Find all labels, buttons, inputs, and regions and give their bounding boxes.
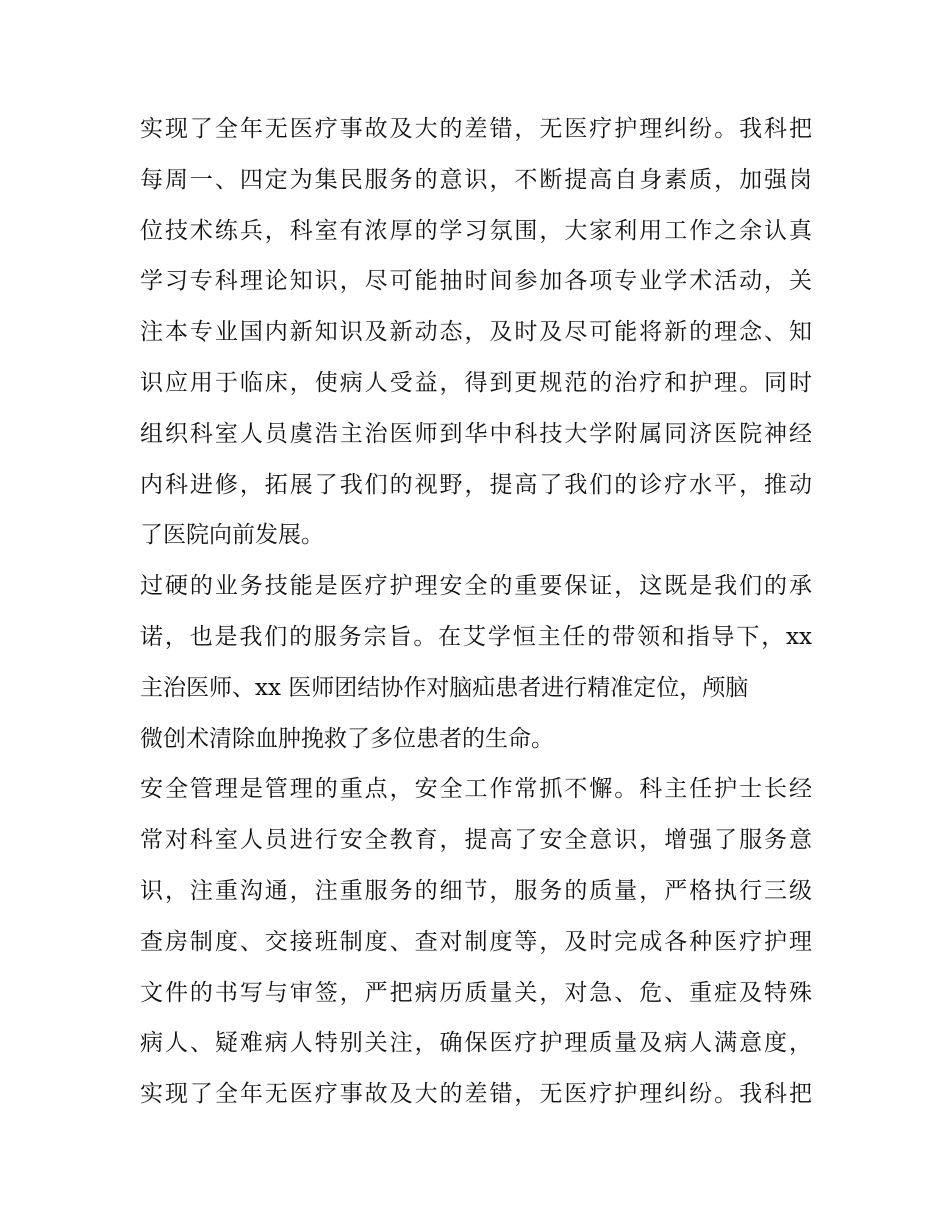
text-line: 实现了全年无医疗事故及大的差错，无医疗护理纠纷。我科把: [140, 116, 812, 142]
text-line: 文件的书写与审签，严把病历质量关，对急、危、重症及特殊: [140, 979, 812, 1006]
text-line: 注本专业国内新知识及新动态，及时及尽可能将新的理念、知: [140, 319, 812, 346]
text-line: 识，注重沟通，注重服务的细节，服务的质量，严格执行三级: [140, 877, 812, 904]
text-line: 微创术清除血肿挽救了多位患者的生命。: [140, 725, 554, 752]
text-line: 安全管理是管理的重点，安全工作常抓不懈。科主任护士长经: [140, 776, 812, 803]
text-line: 了医院向前发展。: [140, 522, 324, 549]
text-line: 诺，也是我们的服务宗旨。在艾学恒主任的带领和指导下，xx: [140, 623, 812, 650]
text-line: 组织科室人员虞浩主治医师到华中科技大学附属同济医院神经: [140, 420, 812, 447]
text-line: 过硬的业务技能是医疗护理安全的重要保证，这既是我们的承: [140, 573, 812, 600]
text-line: 内科进修，拓展了我们的视野，提高了我们的诊疗水平，推动: [140, 471, 812, 498]
text-line: 学习专科理论知识，尽可能抽时间参加各项专业学术活动，关: [140, 268, 812, 295]
text-line: 病人、疑难病人特别关注，确保医疗护理质量及病人满意度，: [140, 1030, 812, 1057]
text-line: 识应用于临床，使病人受益，得到更规范的治疗和护理。同时: [140, 369, 812, 396]
text-line: 常对科室人员进行安全教育，提高了安全意识，增强了服务意: [140, 827, 812, 854]
text-line: 实现了全年无医疗事故及大的差错，无医疗护理纠纷。我科把: [140, 1081, 812, 1108]
document-body: [140, 104, 812, 1120]
text-line: 每周一、四定为集民服务的意识，不断提高自身素质，加强岗: [140, 166, 812, 193]
text-line: 主治医师、xx 医师团结协作对脑疝患者进行精准定位，颅脑: [140, 674, 749, 701]
text-line: 位技术练兵，科室有浓厚的学习氛围，大家利用工作之余认真: [140, 217, 812, 244]
text-line: 查房制度、交接班制度、查对制度等，及时完成各种医疗护理: [140, 928, 812, 955]
